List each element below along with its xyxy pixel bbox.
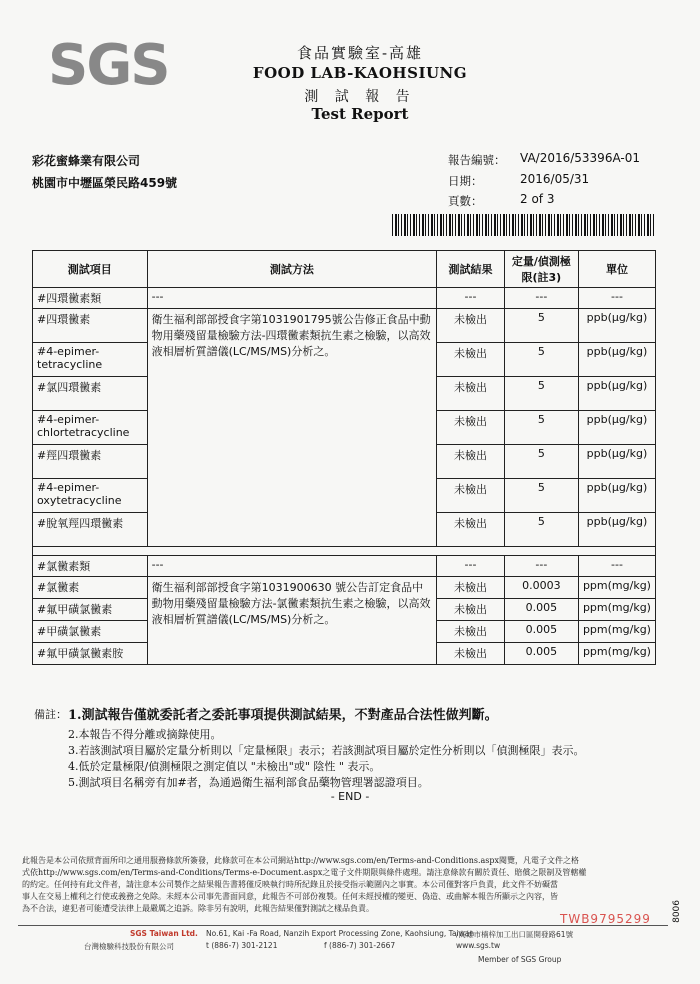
table-row <box>33 577 656 599</box>
result-value: 未檢出 <box>437 309 505 343</box>
unit-value: ppb(μg/kg) <box>578 445 655 479</box>
footer-address-en: No.61, Kai -Fa Road, Nanzih Export Processing Zone, Kaohsiung, Taiwan <box>206 929 475 938</box>
item-name: #氟甲磺氯黴素胺 <box>33 643 148 665</box>
group-method: --- <box>147 556 437 577</box>
client-name: 彩花蜜蜂業有限公司 <box>32 154 141 168</box>
header-result: 測試結果 <box>437 251 505 288</box>
item-name: #氯四環黴素 <box>33 377 148 411</box>
group-name: #四環黴素類 <box>33 288 148 309</box>
result-value: 未檢出 <box>437 343 505 377</box>
item-name: #4-epimer-tetracycline <box>33 343 148 377</box>
note-5: 5.測試項目名稱旁有加#者，為通過衛生福利部食品藥物管理署認證項目。 <box>68 776 429 789</box>
unit-value: ppb(μg/kg) <box>578 513 655 547</box>
item-name: #脫氧羥四環黴素 <box>33 513 148 547</box>
footer-divider <box>18 925 668 926</box>
note-4: 4.低於定量極限/偵測極限之測定值以 "未檢出"或" 陰性 " 表示。 <box>68 760 381 773</box>
method-text: 衛生福利部部授食字第1031901795號公告修正食品中動物用藥殘留量檢驗方法-四環黴素類抗生素之檢驗，以高效液相層析質譜儀(LC/MS/MS)分析之。 <box>147 309 437 547</box>
end-marker: - END - <box>330 790 370 803</box>
terms-line: 的約定。任何持有此文件者，請注意本公司製作之結果報告書將僅反映執行時所紀錄且於接受指示範圍內之事實。本公司僅對客戶負責，此文件不妨礙當 <box>22 880 558 889</box>
report-title-zh: 測 試 報 告 <box>304 89 416 105</box>
date-label: 日期： <box>448 174 483 188</box>
serial-stamp: TWB9795299 <box>560 912 651 926</box>
report-title-en: Test Report <box>311 105 409 123</box>
table-row <box>33 556 656 577</box>
table-row <box>33 288 656 309</box>
terms-line: 此報告是本公司依照背面所印之通用服務條款所簽發，此條款可在本公司網站http://www.sgs.com/en/Terms-and-Conditions.aspx閱覽，凡電子文件之格 <box>22 856 580 865</box>
page-number: 2 of 3 <box>520 192 555 206</box>
notes-label: 備註： <box>34 708 67 721</box>
result-value: 未檢出 <box>437 577 505 599</box>
report-no-label: 報告編號： <box>448 153 506 167</box>
unit-value: ppb(μg/kg) <box>578 309 655 343</box>
unit-value: ppb(μg/kg) <box>578 411 655 445</box>
result-value: 未檢出 <box>437 599 505 621</box>
result-value: 未檢出 <box>437 643 505 665</box>
unit-value: ppb(μg/kg) <box>578 343 655 377</box>
item-name: #甲磺氯黴素 <box>33 621 148 643</box>
limit-value: 5 <box>504 513 578 547</box>
footer-tel: t (886-7) 301-2121 <box>206 941 278 950</box>
header-item: 測試項目 <box>33 251 148 288</box>
group-unit: --- <box>578 556 655 577</box>
report-date: 2016/05/31 <box>520 172 590 186</box>
item-name: #氟甲磺氯黴素 <box>33 599 148 621</box>
result-value: 未檢出 <box>437 445 505 479</box>
table-gap <box>33 547 656 556</box>
sgs-logo <box>48 30 169 102</box>
limit-value: 0.005 <box>504 621 578 643</box>
limit-value: 0.005 <box>504 599 578 621</box>
limit-value: 0.005 <box>504 643 578 665</box>
client-address: 桃園市中壢區榮民路459號 <box>32 176 178 190</box>
terms-line: 為不合法，違犯者可能遭受法律上最嚴厲之追訴。除非另有說明，此報告結果僅對測試之樣品負責。 <box>22 904 374 913</box>
side-code: 8006 <box>672 900 682 923</box>
barcode <box>392 214 654 236</box>
unit-value: ppb(μg/kg) <box>578 479 655 513</box>
limit-value: 5 <box>504 309 578 343</box>
table-row <box>33 309 656 343</box>
item-name: #羥四環黴素 <box>33 445 148 479</box>
group-unit: --- <box>578 288 655 309</box>
result-value: 未檢出 <box>437 479 505 513</box>
unit-value: ppb(μg/kg) <box>578 377 655 411</box>
terms-line: 式依http://www.sgs.com/en/Terms-and-Conditions/Terms-e-Document.aspx之電子文件期限與條件處理。請注意條款有關於責任、賠償之限制及管轄權 <box>22 868 587 877</box>
item-name: #氯黴素 <box>33 577 148 599</box>
sgs-logo-text: SGS <box>48 33 169 98</box>
report-no: VA/2016/53396A-01 <box>520 151 640 165</box>
group-result: --- <box>437 556 505 577</box>
results-table <box>32 250 656 665</box>
lab-name-en: FOOD LAB-KAOHSIUNG <box>252 64 468 82</box>
group-limit: --- <box>504 288 578 309</box>
footer-company-zh: 台灣檢驗科技股份有限公司 <box>84 942 174 951</box>
unit-value: ppm(mg/kg) <box>578 599 655 621</box>
result-value: 未檢出 <box>437 411 505 445</box>
note-2: 2.本報告不得分離或摘錄使用。 <box>68 728 222 741</box>
limit-value: 5 <box>504 479 578 513</box>
page-label: 頁數： <box>448 194 483 208</box>
note-1: 1.測試報告僅就委託者之委託事項提供測試結果，不對產品合法性做判斷。 <box>68 708 498 723</box>
header-method: 測試方法 <box>147 251 437 288</box>
method-text: 衛生福利部部授食字第1031900630 號公告訂定食品中動物用藥殘留量檢驗方法-氯黴素類抗生素之檢驗，以高效液相層析質譜儀(LC/MS/MS)分析之。 <box>147 577 437 665</box>
limit-value: 0.0003 <box>504 577 578 599</box>
item-name: #四環黴素 <box>33 309 148 343</box>
item-name: #4-epimer-chlortetracycline <box>33 411 148 445</box>
group-method: --- <box>147 288 437 309</box>
limit-value: 5 <box>504 377 578 411</box>
unit-value: ppm(mg/kg) <box>578 643 655 665</box>
limit-value: 5 <box>504 411 578 445</box>
header-unit: 單位 <box>578 251 655 288</box>
table-header-row <box>33 251 656 288</box>
item-name: #4-epimer-oxytetracycline <box>33 479 148 513</box>
unit-value: ppm(mg/kg) <box>578 621 655 643</box>
group-limit: --- <box>504 556 578 577</box>
footer-fax: f (886-7) 301-2667 <box>324 941 396 950</box>
lab-name-zh: 食品實驗室-高雄 <box>296 44 424 62</box>
limit-value: 5 <box>504 343 578 377</box>
header-limit: 定量/偵測極限(註3) <box>504 251 578 288</box>
terms-fine-print <box>22 855 662 915</box>
note-3: 3.若該測試項目屬於定量分析則以「定量極限」表示；若該測試項目屬於定性分析則以「偵測極限」表示。 <box>68 744 585 757</box>
result-value: 未檢出 <box>437 621 505 643</box>
footer-company-en: SGS Taiwan Ltd. <box>130 929 198 938</box>
footer-member: Member of SGS Group <box>478 955 562 964</box>
unit-value: ppm(mg/kg) <box>578 577 655 599</box>
terms-line: 事人在交易上權利之行使或義務之免除。未經本公司事先書面同意，此報告不可部份複製。任何未經授權的變更、偽造、或曲解本報告所顯示之內容，皆 <box>22 892 558 901</box>
result-value: 未檢出 <box>437 513 505 547</box>
group-result: --- <box>437 288 505 309</box>
footer-address-zh: /高雄市楠梓加工出口區開發路61號 <box>456 930 574 939</box>
footer-web: www.sgs.tw <box>456 941 501 950</box>
limit-value: 5 <box>504 445 578 479</box>
group-name: #氯黴素類 <box>33 556 148 577</box>
result-value: 未檢出 <box>437 377 505 411</box>
